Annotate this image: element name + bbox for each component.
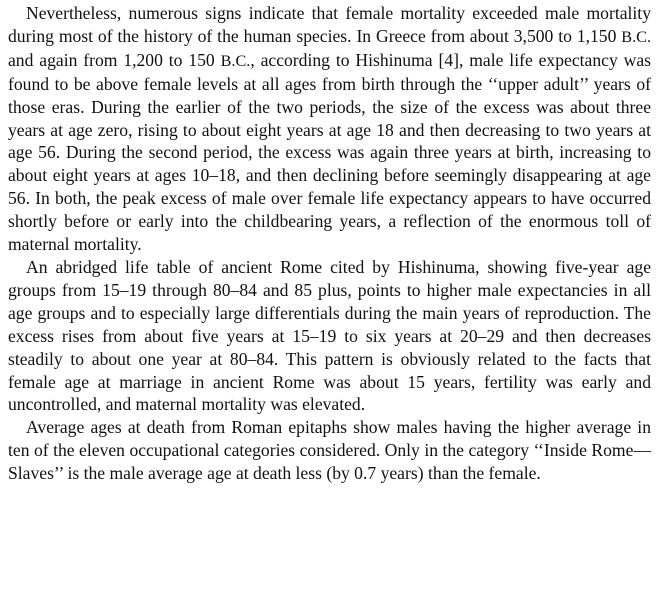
paragraph-1: [8, 2, 651, 256]
p2-text: An abridged life table of ancient Rome cited by Hishinuma, showing five-year age groups from 15–19 through 80–84 and 85 plus, points to higher male expectancies in all age groups and to especially large differentials during the main years of reproduction. The excess rises from about five years at 15–19 to six years at 20–29 and then decreases steadily to about one year at 80–84. This pattern is obviously related to the facts that female age at marriage in ancient Rome was about 15 years, fertility was early and uncontrolled, and maternal mortality was elevated.: [8, 256, 651, 415]
p1-bc-abbrev-1: B.C.: [621, 27, 651, 46]
document-page: [8, 2, 651, 485]
p1-text-3: , according to Hishinuma [4], male life expectancy was found to be above female levels at all ages from birth through the ‘‘upper adult’’ years of those eras. During the earlier of the two periods, the size of the excess was about three years at age zero, rising to about eight years at age 18 and then decreasing to two years at age 56. During the second period, the excess was again three years at birth, increasing to about eight years at ages 10–18, and then declining before seemingly disappearing at age 56. In both, the peak excess of male over female life expectancy appears to have occurred shortly before or early into the childbearing years, a reflection of the enormous toll of maternal mortality.: [8, 49, 651, 255]
paragraph-3: [8, 416, 651, 485]
p1-text-1: Nevertheless, numerous signs indicate that female mortality exceeded male mortality during most of the history of the human species. In Greece from about 3,500 to 1,150: [8, 3, 651, 46]
paragraph-2: [8, 256, 651, 416]
p3-text: Average ages at death from Roman epitaphs show males having the higher average in ten of the eleven occupational categories considered. Only in the category ‘‘Inside Rome—Slaves’’ is the male average age at death less (by 0.7 years) than the female.: [8, 417, 651, 484]
p1-bc-abbrev-2: B.C.: [220, 51, 251, 70]
p1-text-2: and again from 1,200 to 150: [8, 49, 221, 70]
